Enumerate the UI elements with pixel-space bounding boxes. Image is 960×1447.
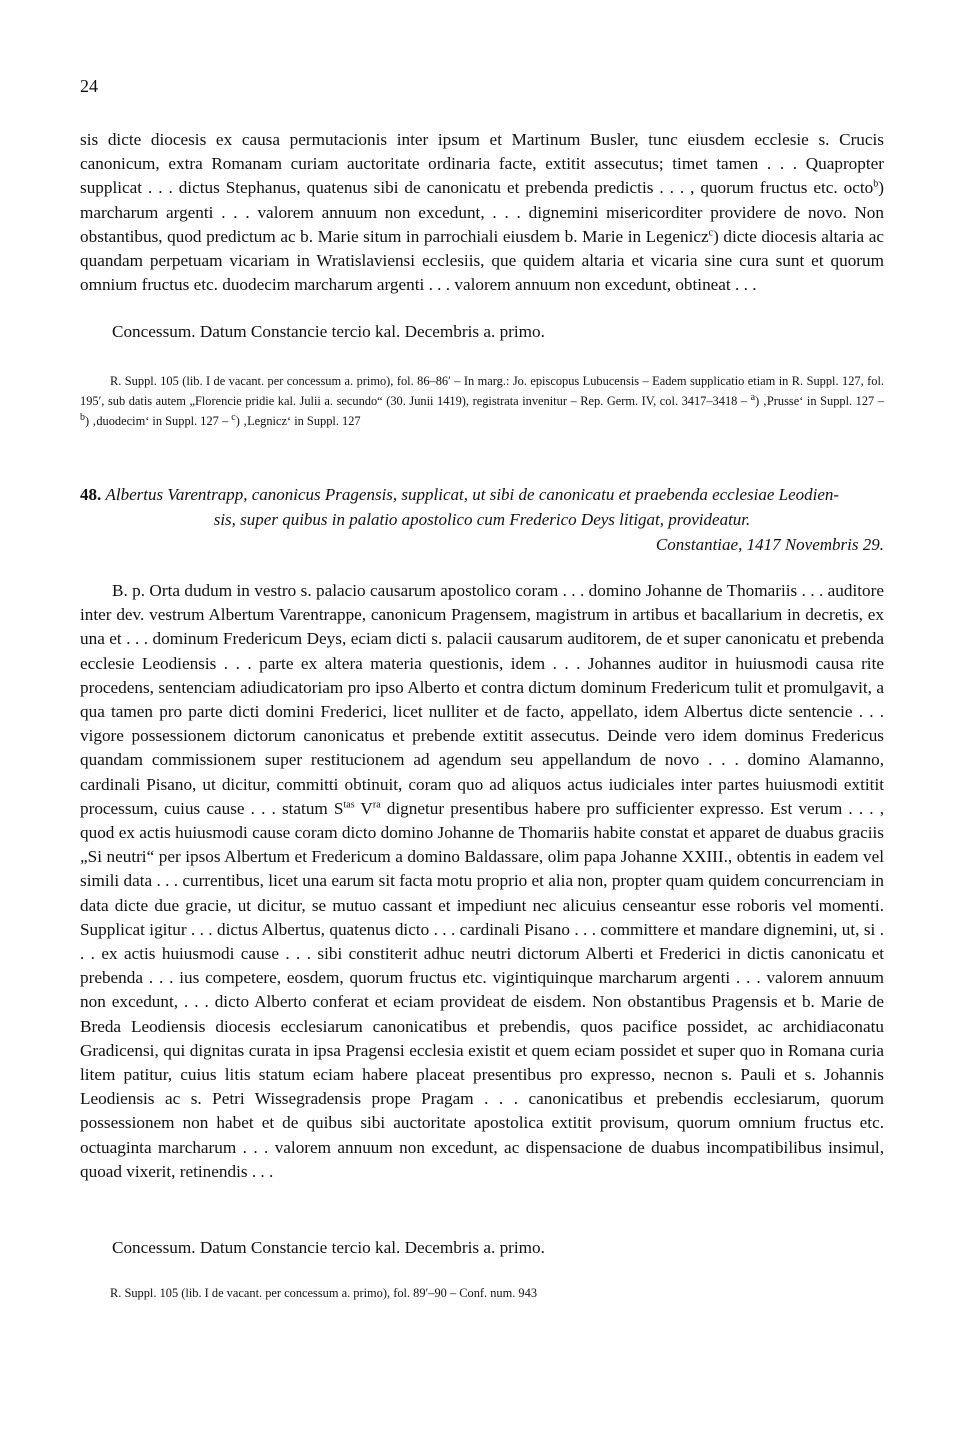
- note-run: ) ‚duodecim‘ in Suppl. 127 –: [85, 414, 232, 428]
- entry-heading: [80, 482, 884, 557]
- entry-summary-continued: sis, super quibus in palatio apostolico cum Frederico Deys litigat, provideatur.: [213, 510, 751, 529]
- text-run: B. p. Orta dudum in vestro s. palacio causarum apostolico coram . . . domino Johanne de Thomariis . . . auditore inter dev. vestrum Albertum Varentrappe, canonicum Pragensem, magistrum in artibus et bacallarium in decretis, ex una et . . . dominum Fredericum Deys, eciam dicti s. palacii causarum auditorem, de et super canonicatu et prebenda ecclesie Leodiensis . . . parte ex altera materia questionis, idem . . . Johannes auditor in huiusmodi causa rite procedens, sentenciam adiudicatoriam pro ipso Alberto et contra dictum dominum Fredericum tulit et promulgavit, a qua tamen pro parte dicti domini Frederici, licet nulliter et de facto, appellato, idem Albertus dicte sentencie . . . vigore possessionem dictorum canonicatus et prebende extitit assecutus. Deinde vero idem dominus Fredericus quandam commissionem super restitucionem ad agendum seu appellandum de novo . . . domino Alamanno, cardinali Pisano, ut dicitur, committi obtinuit, coram quo ad aliquos actus iudiciales inter partes huiusmodi extitit processum, cuius cause . . . statum S: [80, 581, 884, 818]
- text-run: V: [354, 798, 373, 818]
- footnote-mark: b: [873, 178, 879, 190]
- footnote-mark: c: [708, 227, 714, 239]
- superscript: ra: [372, 799, 381, 811]
- text-run: ) marcharum argenti . . . valorem annuum non excedunt, . . . dignemini misericorditer providere de novo. Non obstantibus, quod predictum ac b. Marie situm in parrochiali eiusdem b. Marie in Legenicz: [80, 178, 884, 246]
- entry-summary: Albertus Varentrapp, canonicus Pragensis, supplicat, ut sibi de canonicatu et praebenda ecclesiae Leodien-: [105, 485, 840, 504]
- note-run: ) ‚Prusse‘ in Suppl. 127 –: [755, 394, 884, 408]
- text-run: dignetur presentibus habere pro sufficienter expresso. Est verum . . . , quod ex actis huiusmodi cause coram dicto domino Johanne de Thomariis habite constat et apparet de duabus graciis „Si neutri“ per ipsos Albertum et Fredericum a domino Baldassare, olim papa Johanne XXIII., obtentis in eadem vel simili data . . . currentibus, licet una earum sit facta motu proprio et alia non, propter quam quidem concurrenciam in data dicte due gracie, ut dicitur, se mutuo cassant et impediunt nec alicuius censeantur esse roboris vel momenti. Supplicat igitur . . . dictus Albertus, quatenus dicto . . . cardinali Pisano . . . committere et mandare dignemini, ut, si . . . ex actis huiusmodi cause . . . sibi constiterit adhuc neutri dictorum Alberti et Frederici in dictis canonicatu et prebenda . . . ius competere, eosdem, quorum fructus etc. vigintiquinque marcharum argenti . . . valorem annuum non excedunt, . . . dicto Alberto conferat et eciam provideat de eisdem. Non obstantibus Pragensis et b. Marie de Breda Leodiensis diocesis ecclesiarum canonicatibus et prebendis, quos pacifice possidet, ac archidiaconatu Gradicensi, qui dignitas curata in ipsa Pragensi ecclesia existit et quem eciam possidet et super quo in Romana curia litem patitur, cuius litis statum eciam habere placeat presentibus pro expresso, necnon s. Pauli et s. Johannis Leodiensis ac s. Petri Wissegradensis prope Pragam . . . canonicatibus et prebendis ecclesiarum, quorum possessionem non habet et de quibus sibi auctoritate apostolica extitit provisum, quorum omnium fructus etc. octuaginta marcharum . . . valorem annuum non excedunt, ac dispensacione de duabus incompatibilibus insimul, quoad vixerit, retinendis . . .: [80, 798, 884, 1181]
- entry-number: 48.: [80, 485, 102, 504]
- previous-entry-concessum: Concessum. Datum Constancie tercio kal. Decembris a. primo.: [112, 322, 545, 341]
- entry-note: R. Suppl. 105 (lib. I de vacant. per concessum a. primo), fol. 89′–90 – Conf. num. 943: [110, 1286, 538, 1300]
- superscript: tas: [343, 799, 355, 811]
- entry-concessum: Concessum. Datum Constancie tercio kal. Decembris a. primo.: [112, 1238, 545, 1257]
- previous-entry-text: [80, 128, 884, 297]
- footnote-mark: a: [750, 391, 756, 403]
- previous-entry-note: [80, 371, 884, 431]
- text-run: ) dicte diocesis altaria ac quandam perpetuam vicariam in Wratislaviensi ecclesiis, que quidem altaria et vicaria sine cura sunt et quorum omnium fructus etc. duodecim marcharum argenti . . . valorem annuum non excedunt, obtineat . . .: [80, 226, 884, 295]
- entry-body: [80, 579, 884, 1184]
- entry-place-date: Constantiae, 1417 Novembris 29.: [655, 535, 884, 554]
- page-number: 24: [80, 76, 98, 96]
- text-run: sis dicte diocesis ex causa permutacionis inter ipsum et Martinum Busler, tunc eiusdem ecclesie s. Crucis canonicum, extra Romanam curiam auctoritate ordinaria facte, extitit assecutus; timet tamen . . . Quapropter supplicat . . . dictus Stephanus, quatenus sibi de canonicatu et prebenda predictis . . . , quorum fructus etc. octo: [80, 130, 884, 198]
- footnote-mark: c: [231, 411, 236, 423]
- footnote-mark: b: [80, 411, 85, 423]
- note-run: ) ‚Legnicz‘ in Suppl. 127: [235, 414, 361, 428]
- note-run: R. Suppl. 105 (lib. I de vacant. per concessum a. primo), fol. 86–86′ – In marg.: Jo. episcopus Lubucensis – Eadem supplicatio etiam in R. Suppl. 127, fol. 195′, sub datis autem „Florencie pridie kal. Julii a. secundo“ (30. Junii 1419), registrata invenitur – Rep. Germ. IV, col. 3417–3418 –: [80, 374, 884, 408]
